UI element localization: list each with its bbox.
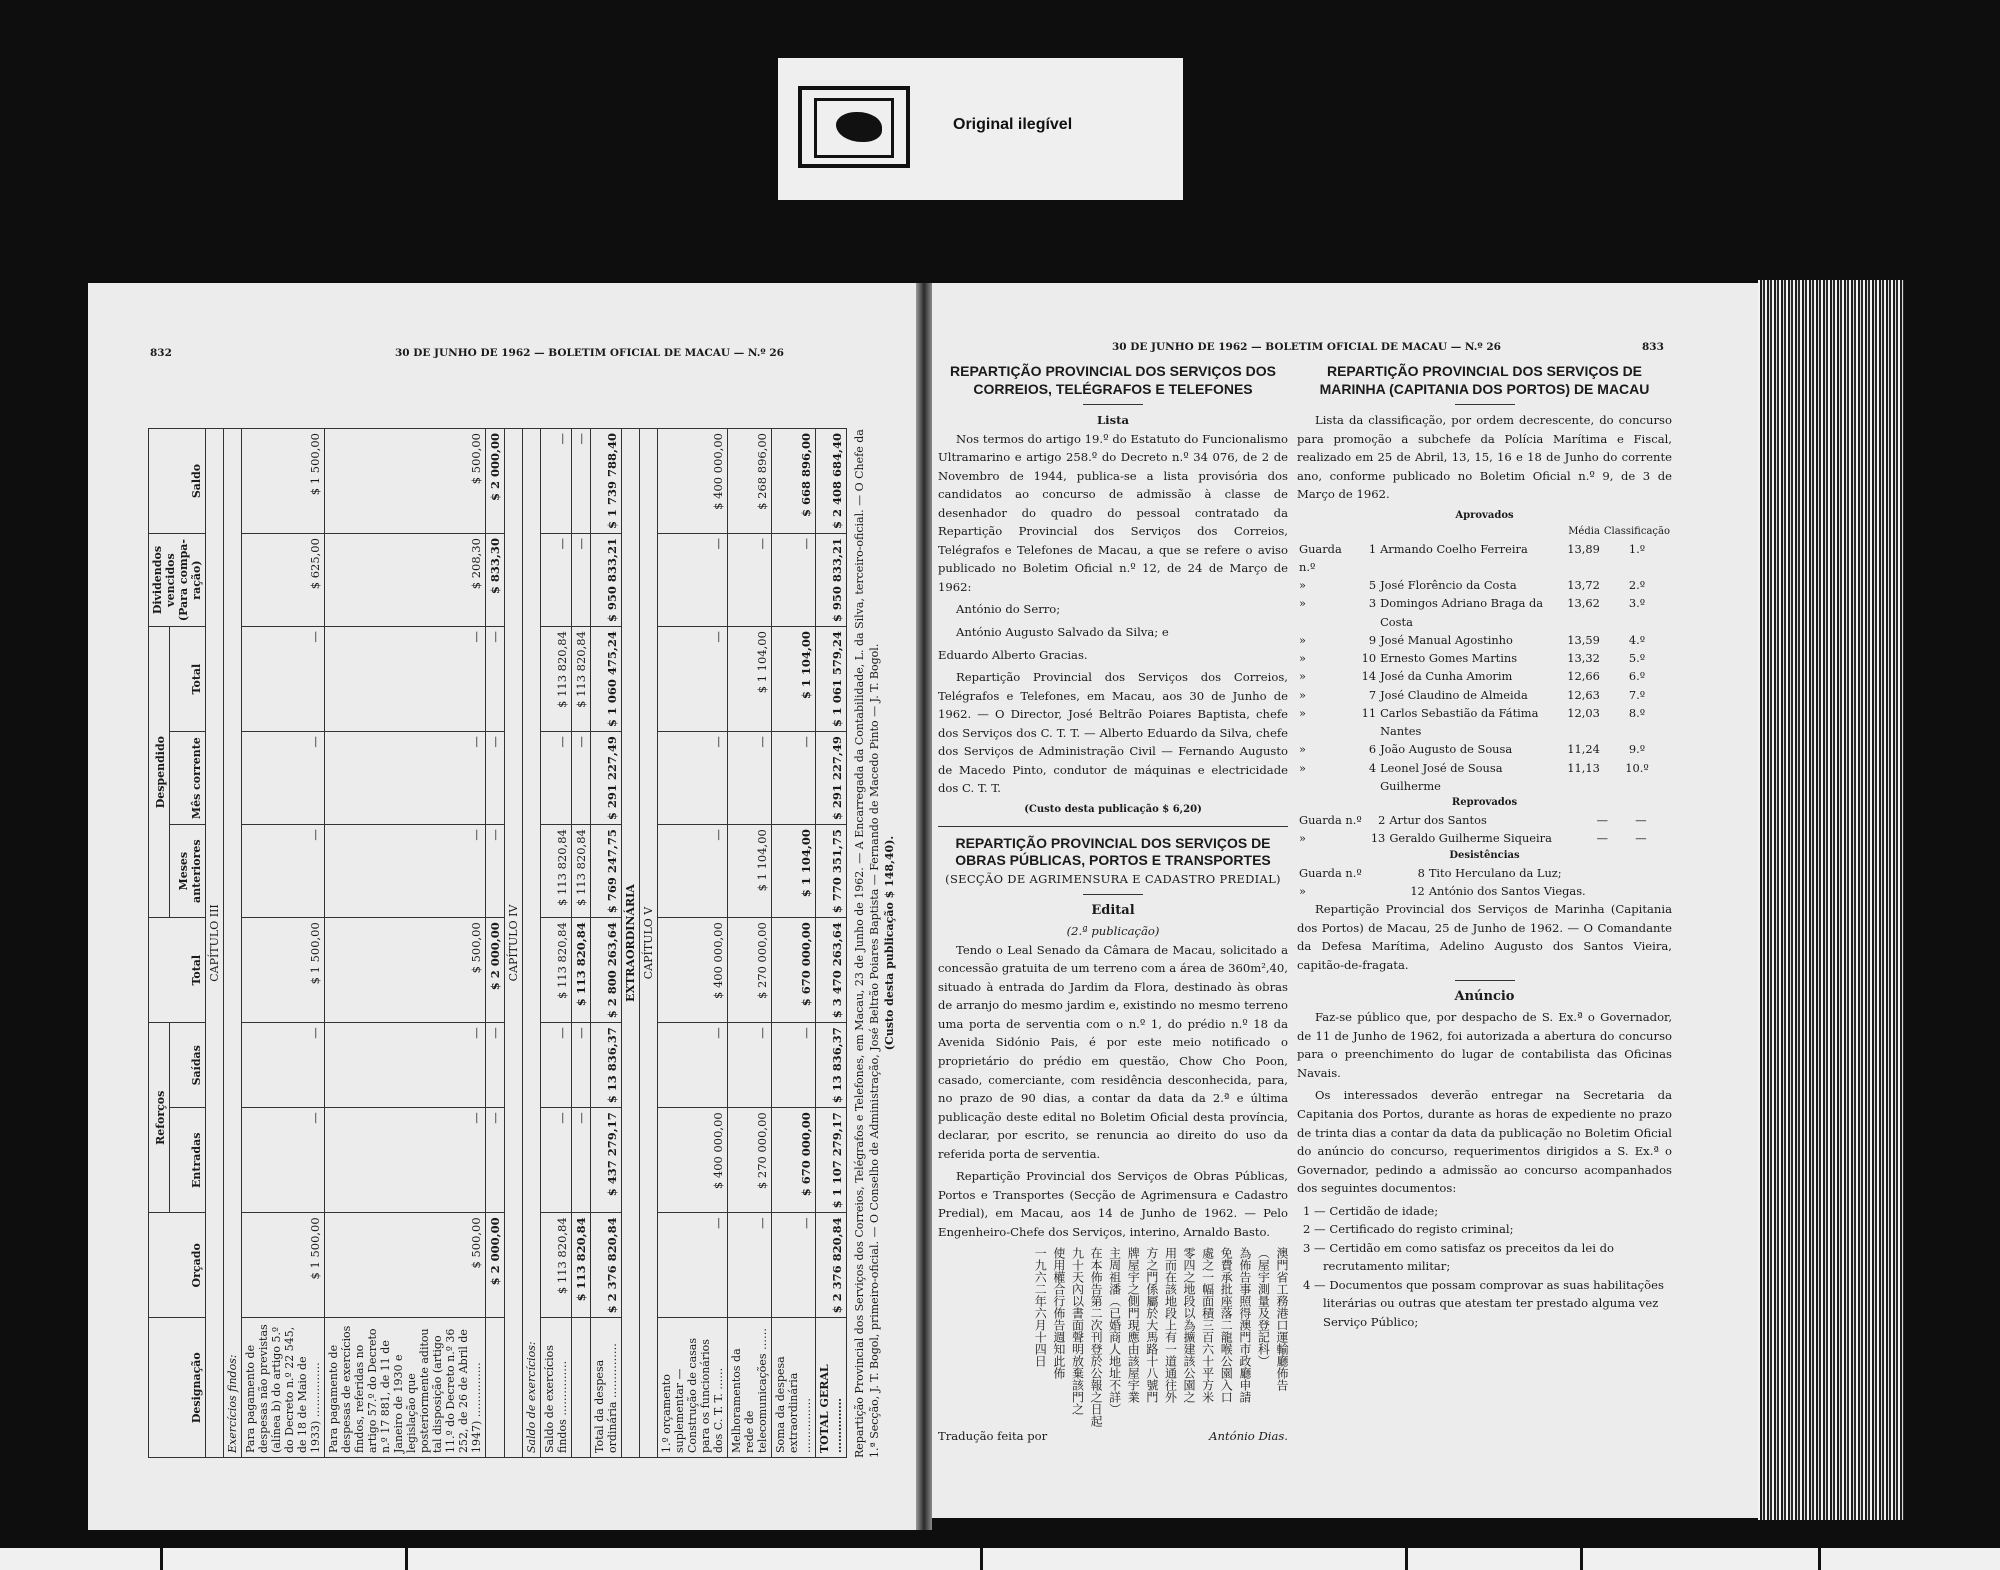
- table-row: [1297, 704, 1672, 741]
- left-running-head: 30 DE JUNHO DE 1962 — BOLETIM OFICIAL DE MACAU — N.º 26: [395, 347, 784, 359]
- chapter-heading: CAPÍTULO IV: [507, 904, 520, 982]
- marinha-signature: Repartição Provincial dos Serviços de Marinha (Capitania dos Portos) de Macau, 25 de Junho de 1962. — O Comandante da Defesa Marítima, Adelino Augusto dos Santos Vieira, capitão-de-fragata.: [1297, 902, 1672, 972]
- budget-table: [148, 428, 847, 1458]
- aprovados-heading: Aprovados: [1455, 509, 1514, 521]
- chinese-line: 一九六二年六月十四日: [1033, 1247, 1048, 1368]
- table-row: [224, 429, 242, 1458]
- table-cell: 12,03: [1567, 705, 1600, 720]
- table-row: [1297, 864, 1672, 882]
- table-cell: $ 769 247,75: [591, 825, 622, 918]
- table-cell: 10.º: [1625, 760, 1649, 775]
- table-row: [325, 429, 486, 1458]
- table-row: [640, 429, 658, 1458]
- table-row: [523, 429, 541, 1458]
- table-row: [1297, 811, 1672, 829]
- table-cell: $ 670 000,00: [772, 1108, 816, 1213]
- strip-mark: [980, 1548, 983, 1570]
- table-cell: —: [772, 1213, 816, 1318]
- table-cell: José Manual Agostinho: [1380, 632, 1513, 647]
- table-cell: 13,62: [1567, 596, 1600, 611]
- ctt-heading: REPARTIÇÃO PROVINCIAL DOS SERVIÇOS DOS CORREIOS, TELÉGRAFOS E TELEFONES: [950, 363, 1276, 397]
- table-cell: Soma da despesa extraordinária ……………: [772, 1318, 816, 1458]
- table-cell: 9: [1368, 632, 1377, 647]
- table-cell: —: [1596, 813, 1608, 828]
- table-cell: —: [325, 627, 486, 732]
- book-page-edges: [1758, 280, 1904, 1520]
- ctt-signature: Repartição Provincial dos Serviços dos Correios, Telégrafos e Telefones, em Macau, aos 30 de Junho de 1962. — O Director, José Beltrão Poiares Baptista, chefe dos Serviços dos C. T. T. — Alberto Eduardo da Silva, chefe dos Serviços de Administração Civil — Fernando Augusto de Macedo Pinto, condutor de máquinas e electricidade dos C. T. T.: [938, 670, 1288, 796]
- table-row: [1297, 686, 1672, 704]
- ctt-paragraph: Nos termos do artigo 19.º do Estatuto do Funcionalismo Ultramarino e artigo 258.º do Decreto n.º 34 076, de 2 de Novembro de 1944, publica-se a lista provisória dos candidatos ao concurso de admissão à classe de desenhador do quadro do pessoal contratado da Repartição Provincial dos Serviços dos Correios, Telégrafos e Telefones de Macau, a que se refere o aviso publicado no Boletim Oficial n.º 12, de 24 de Março de 1962:: [938, 431, 1288, 594]
- table-cell: António dos Santos Viegas.: [1428, 883, 1586, 898]
- table-cell: —: [325, 825, 486, 918]
- anuncio-paragraph-1: Faz-se público que, por despacho de S. Ex.ª o Governador, de 11 de Junho de 1962, foi autorizada a abertura do concurso para o preenchimento do lugar de contabilista das Oficinas Navais.: [1297, 1010, 1672, 1080]
- table-cell: »: [1299, 596, 1306, 611]
- table-cell: Para pagamento de despesas de exercícios findos, referidas no artigo 57.º do Decreto n.º 17 881, de 11 de Janeiro de 1930 e legislação que posteriormente aditou tal disposição (artigo 11.º do Decreto n.º 36 252, de 26 de Abril de 1947) ……………: [325, 1318, 486, 1458]
- table-cell: 1: [1368, 541, 1377, 556]
- table-cell: 11,24: [1567, 742, 1600, 757]
- table-cell: $ 113 820,84: [572, 918, 591, 1023]
- table-cell: —: [486, 1108, 505, 1213]
- col-meses-anteriores: Meses anteriores: [169, 825, 205, 918]
- table-cell: $ 1 104,00: [772, 627, 816, 732]
- col-saldo: Saldo: [149, 429, 206, 534]
- table-cell: 2: [1378, 813, 1386, 828]
- table-cell: Domingos Adriano Braga da Costa: [1380, 596, 1544, 629]
- right-page-left-column: [938, 363, 1288, 1446]
- table-cell: $ 291 227,49: [816, 732, 847, 825]
- col-mes-corrente: Mês corrente: [169, 732, 205, 825]
- table-cell: 3: [1368, 596, 1377, 611]
- table-row: [1297, 829, 1672, 847]
- table-cell: $ 500,00: [325, 1213, 486, 1318]
- table-cell: $ 113 820,84: [572, 825, 591, 918]
- ctt-name-3: Eduardo Alberto Gracias.: [938, 647, 1088, 662]
- right-page: [932, 283, 1758, 1518]
- table-cell: »: [1299, 632, 1306, 647]
- table-cell: $ 833,30: [486, 534, 505, 627]
- table-cell: Saldo de exercícios findos ……………: [541, 1318, 572, 1458]
- table-cell: $ 13 836,37: [816, 1023, 847, 1108]
- rotated-budget-table-block: [148, 398, 896, 1458]
- table-cell: Artur dos Santos: [1389, 813, 1487, 828]
- strip-mark: [1405, 1548, 1408, 1570]
- table-cell: TOTAL GERAL ……………: [816, 1318, 847, 1458]
- table-cell: Carlos Sebastião da Fátima Nantes: [1380, 705, 1539, 739]
- col-saidas: Saídas: [169, 1023, 205, 1108]
- table-cell: 1.º: [1628, 541, 1646, 556]
- table-cell: —: [541, 1108, 572, 1213]
- ctt-title: Lista: [1097, 413, 1129, 427]
- table-cell: —: [658, 732, 728, 825]
- chinese-line: 在本佈告第二次刊登於公報之日起: [1089, 1247, 1104, 1428]
- obras-heading: REPARTIÇÃO PROVINCIAL DOS SERVIÇOS DE OBRAS PÚBLICAS, PORTOS E TRANSPORTES: [955, 834, 1271, 869]
- table-cell: —: [541, 429, 572, 534]
- table-cell: —: [772, 534, 816, 627]
- table-cell: 13,72: [1567, 578, 1600, 593]
- table-cell: José da Cunha Amorim: [1380, 669, 1513, 684]
- table-cell: 5.º: [1628, 651, 1646, 666]
- table-cell: —: [728, 732, 772, 825]
- table-cell: »: [1299, 705, 1306, 720]
- documents-list: [1297, 1202, 1672, 1332]
- illegible-label: Original ilegível: [953, 116, 1073, 133]
- chinese-line: 使用權合行佈告週知此佈: [1051, 1247, 1066, 1380]
- chinese-line: 主周祖潘（已婚商人地址不詳）: [1107, 1247, 1122, 1416]
- chapter-subheading: Saldo de exercícios:: [525, 1341, 538, 1453]
- right-page-number: 833: [1642, 341, 1664, 353]
- table-cell: $ 268 896,00: [728, 429, 772, 534]
- bottom-strip: [0, 1548, 2000, 1570]
- table-cell: —: [242, 825, 325, 918]
- table-cell: »: [1299, 669, 1306, 684]
- col-media: Média: [1568, 525, 1600, 537]
- table-cell: —: [486, 627, 505, 732]
- table-cell: José Florêncio da Costa: [1380, 578, 1517, 593]
- illegible-book-icon: [798, 86, 910, 168]
- table-cell: 6.º: [1628, 669, 1646, 684]
- table-row: [1297, 882, 1672, 900]
- marinha-paragraph: Lista da classificação, por ordem decrescente, do concurso para promoção a subchefe da Polícia Marítima e Fiscal, realizado em 25 de Abril, 13, 15, 16 e 18 de Junho do corrente ano, conforme publicado no Boletim Oficial n.º 9, de 3 de Março de 1962.: [1297, 413, 1672, 502]
- section-heading: EXTRAORDINÁRIA: [624, 884, 637, 1002]
- table-cell: $ 770 351,75: [816, 825, 847, 918]
- table-cell: Armando Coelho Ferreira: [1380, 541, 1528, 556]
- table-cell: 3.º: [1628, 596, 1646, 611]
- table-cell: $ 437 279,17: [591, 1108, 622, 1213]
- table-cell: —: [1635, 813, 1647, 828]
- table-cell: 13,59: [1567, 632, 1600, 647]
- chinese-line: 為佈告事照得澳門市政廳申請: [1237, 1247, 1252, 1404]
- table-cell: »: [1299, 760, 1306, 775]
- left-page-number: 832: [150, 347, 172, 359]
- ctt-name-2: António Augusto Salvado da Silva; e: [956, 625, 1169, 640]
- table-cell: —: [486, 732, 505, 825]
- table-cell: $ 2 000,00: [486, 1213, 505, 1318]
- table-cell: $ 113 820,84: [572, 627, 591, 732]
- chinese-line: 免費承批座落二龍喉公園入口: [1219, 1247, 1234, 1404]
- table-row: [816, 429, 847, 1458]
- desistencias-table: [1297, 864, 1672, 901]
- table-cell: —: [242, 627, 325, 732]
- table-cell: $ 1 500,00: [242, 1213, 325, 1318]
- chapter-subheading: Exercícios findos:: [226, 1354, 239, 1453]
- table-cell: $ 13 836,37: [591, 1023, 622, 1108]
- right-page-right-column: [1297, 363, 1672, 1332]
- table-cell: 11,13: [1567, 760, 1600, 775]
- table-cell: —: [325, 1023, 486, 1108]
- table-row: [1297, 759, 1672, 796]
- table-cell: —: [242, 732, 325, 825]
- table-cell: João Augusto de Sousa: [1380, 742, 1513, 757]
- table-cell: Geraldo Guilherme Siqueira: [1389, 831, 1552, 846]
- classification-table: [1297, 524, 1672, 796]
- chinese-line: 九十天內以書面聲明放棄該門之: [1070, 1247, 1085, 1416]
- table-cell: —: [658, 1023, 728, 1108]
- table-cell: $ 2 000,00: [486, 918, 505, 1023]
- chapter-heading: CAPÍTULO III: [208, 904, 221, 982]
- col-entradas: Entradas: [169, 1108, 205, 1213]
- strip-mark: [160, 1548, 163, 1570]
- table-cell: 10: [1361, 651, 1377, 666]
- table-cell: —: [541, 732, 572, 825]
- table-row: [1297, 631, 1672, 649]
- table-cell: 7.º: [1628, 687, 1646, 702]
- table-cell: 14: [1361, 669, 1377, 684]
- col-classificacao: Classificação: [1603, 525, 1670, 537]
- table-cell: $ 1 104,00: [728, 627, 772, 732]
- col-orcado: Orçado: [149, 1213, 206, 1318]
- strip-mark: [405, 1548, 408, 1570]
- strip-mark: [1818, 1548, 1821, 1570]
- table-cell: $ 270 000,00: [728, 918, 772, 1023]
- chinese-line: （屋宇測量及登記科）: [1256, 1247, 1271, 1368]
- illegible-original-card: [778, 58, 1183, 200]
- table-cell: $ 1 500,00: [242, 429, 325, 534]
- table-cell: $ 2 000,00: [486, 429, 505, 534]
- table-cell: 13: [1370, 831, 1386, 846]
- table-cell: 7: [1368, 687, 1377, 702]
- table-cell: 4: [1368, 760, 1377, 775]
- obras-subheading: (SECÇÃO DE AGRIMENSURA E CADASTRO PREDIAL): [945, 871, 1281, 886]
- anuncio-title: Anúncio: [1454, 989, 1515, 1005]
- table-row: [206, 429, 224, 1458]
- chinese-line: 處之一幅面積三百六十平方米: [1200, 1247, 1215, 1404]
- table-row: [1297, 667, 1672, 685]
- table-cell: 8: [1417, 865, 1425, 880]
- reprovados-table: [1297, 811, 1672, 848]
- table-cell: $ 1 739 788,40: [591, 429, 622, 534]
- table-cell: $ 2 376 820,84: [816, 1213, 847, 1318]
- table-row: [1297, 740, 1672, 758]
- list-item: 4 — Documentos que possam comprovar as suas habilitações literárias ou outras que atestam ter prestado alguma vez Serviço Público;: [1303, 1277, 1664, 1329]
- table-cell: »: [1299, 831, 1306, 846]
- table-cell: —: [242, 1023, 325, 1108]
- chinese-line: 方之門係屬於大馬路十八號門: [1144, 1247, 1159, 1404]
- table-cell: 9.º: [1628, 742, 1646, 757]
- edital-title: Edital: [1091, 903, 1135, 919]
- table-cell: —: [541, 1023, 572, 1108]
- table-cell: Leonel José de Sousa Guilherme: [1380, 760, 1503, 793]
- table-cell: $ 1 500,00: [242, 918, 325, 1023]
- translator-name: António Dias.: [1209, 1429, 1288, 1444]
- table-cell: $ 500,00: [325, 429, 486, 534]
- table-cell: 5: [1368, 578, 1377, 593]
- table-cell: Ernesto Gomes Martins: [1380, 651, 1518, 666]
- col-despendido: Despendido: [149, 627, 170, 918]
- list-item: 2 — Certificado do registo criminal;: [1303, 1222, 1514, 1237]
- table-cell: Para pagamento de despesas não previstas (alínea b) do artigo 5.º do Decreto n.º 22 545, de 18 de Maio de 1933) ……………: [242, 1318, 325, 1458]
- table-cell: »: [1299, 651, 1306, 666]
- table-row: [772, 429, 816, 1458]
- reprovados-heading: Reprovados: [1451, 797, 1518, 809]
- anuncio-paragraph-2: Os interessados deverão entregar na Secretaria da Capitania dos Portos, durante as horas de expediente no prazo de trinta dias a contar da data da publicação no Boletim Oficial do anúncio do concurso, requerimentos dirigidos a S. Ex.ª o Governador, pedindo a admissão ao concurso acompanhados dos seguintes documentos:: [1297, 1088, 1672, 1196]
- table-cell: $ 208,30: [325, 534, 486, 627]
- book-gutter: [916, 283, 932, 1530]
- table-cell: Tito Herculano da Luz;: [1428, 865, 1562, 880]
- table-cell: —: [541, 534, 572, 627]
- table-cell: $ 113 820,84: [541, 1213, 572, 1318]
- table-cell: $ 2 800 263,64: [591, 918, 622, 1023]
- table-cell: $ 113 820,84: [572, 1213, 591, 1318]
- chinese-line: 用而在該地段上有一道通往外: [1163, 1247, 1178, 1404]
- strip-mark: [1580, 1548, 1583, 1570]
- left-page: [88, 283, 916, 1530]
- table-cell: »: [1299, 578, 1306, 593]
- ctt-name-1: António do Serro;: [956, 602, 1061, 617]
- table-cell: —: [728, 534, 772, 627]
- list-item: 3 — Certidão em como satisfaz os preceitos da lei do recrutamento militar;: [1303, 1240, 1614, 1274]
- table-cell: $ 1 104,00: [728, 825, 772, 918]
- col-total2: Total: [169, 627, 205, 732]
- table-cell: Guarda n.º: [1299, 541, 1342, 574]
- table-cell: —: [486, 1023, 505, 1108]
- table-cell: $ 668 896,00: [772, 429, 816, 534]
- table-cell: $ 1 107 279,17: [816, 1108, 847, 1213]
- table-row: [658, 429, 728, 1458]
- table-cell: 13,89: [1567, 541, 1600, 556]
- col-dividendos: Dividendos vencidos (Para compa- ração): [149, 534, 206, 627]
- table-cell: $ 113 820,84: [541, 825, 572, 918]
- table-cell: $ 291 227,49: [591, 732, 622, 825]
- chinese-line: 澳門省工務港口運輸廳佈告: [1275, 1247, 1289, 1392]
- table-cell: 11: [1361, 705, 1377, 720]
- marinha-heading: REPARTIÇÃO PROVINCIAL DOS SERVIÇOS DE MARINHA (CAPITANIA DOS PORTOS) DE MACAU: [1319, 363, 1650, 397]
- ctt-cost: (Custo desta publicação $ 6,20): [1024, 803, 1202, 815]
- table-cell: »: [1299, 742, 1306, 757]
- table-cell: 6: [1368, 742, 1377, 757]
- table-row: [728, 429, 772, 1458]
- table-cell: —: [572, 534, 591, 627]
- desistencias-heading: Desistências: [1449, 849, 1520, 861]
- table-cell: »: [1299, 687, 1306, 702]
- table-cell: 4.º: [1628, 632, 1646, 647]
- table-cell: 2.º: [1628, 578, 1646, 593]
- edital-paragraph: Tendo o Leal Senado da Câmara de Macau, solicitado a concessão gratuita de um terreno com a área de 360m²,40, situado à entrada do Jardim da Flora, destinado às obras de arranjo do mesmo jardim e, existindo no mesmo terreno uma porta de serventia com o n.º 1, do prédio n.º 18 da Avenida Sidónio Pais, é por este meio notificado o proprietário do prédio em questão, Chow Cho Poon, casado, comerciante, com residência desconhecida, para, no prazo de 90 dias, a contar da data da 2.ª e última publicação deste edital no Boletim Oficial desta província, declarar, por escrito, se renuncia ao direito do uso da referida porta de serventia.: [938, 942, 1288, 1161]
- table-cell: $ 670 000,00: [772, 918, 816, 1023]
- table-cell: Total da despesa ordinária ……………: [591, 1318, 622, 1458]
- table-cell: 12: [1410, 883, 1425, 898]
- publication-cost: (Custo desta publicação $ 148,40).: [882, 835, 896, 1051]
- table-cell: $ 1 060 475,24: [591, 627, 622, 732]
- chinese-line: 牌屋宇之側門現應由該屋宇業: [1126, 1247, 1141, 1404]
- table-row: [541, 429, 572, 1458]
- table-cell: $ 400 000,00: [658, 918, 728, 1023]
- table-cell: 12,63: [1567, 687, 1600, 702]
- table-cell: —: [728, 1213, 772, 1318]
- table-cell: Guarda n.º: [1299, 865, 1362, 880]
- table-cell: $ 2 408 684,40: [816, 429, 847, 534]
- table-cell: $ 950 833,21: [816, 534, 847, 627]
- table-cell: $ 400 000,00: [658, 429, 728, 534]
- table-footnote: Repartição Provincial dos Serviços dos Correios, Telégrafos e Telefones, em Macau, 23 de Junho de 1962. — A Encarregada da Contabilidade, L. da Silva, terceiro-oficial. — O Chefe da 1.ª Secção, J. T. Bogol, primeiro-oficial. — O Conselho de Administração, José Beltrão Poiares Baptista — Fernando de Macedo Pinto — J. T. Bogol.: [853, 429, 881, 1458]
- table-cell: 12,66: [1567, 669, 1600, 684]
- table-cell: —: [658, 1213, 728, 1318]
- table-cell: Guarda n.º: [1299, 813, 1362, 828]
- table-cell: —: [772, 1023, 816, 1108]
- table-row: [572, 429, 591, 1458]
- list-item: 1 — Certidão de idade;: [1303, 1203, 1439, 1218]
- col-total: Total: [149, 918, 206, 1023]
- table-cell: —: [658, 825, 728, 918]
- table-cell: José Claudino de Almeida: [1380, 687, 1528, 702]
- table-cell: 8.º: [1628, 705, 1646, 720]
- table-cell: —: [1596, 831, 1608, 846]
- table-cell: —: [242, 1108, 325, 1213]
- right-running-head: 30 DE JUNHO DE 1962 — BOLETIM OFICIAL DE MACAU — N.º 26: [1112, 341, 1501, 353]
- table-row: [486, 429, 505, 1458]
- chinese-line: 零四之地段以為擴建該公園之: [1182, 1247, 1197, 1404]
- table-row: [1297, 649, 1672, 667]
- table-cell: 13,32: [1567, 651, 1600, 666]
- edital-publication: (2.ª publicação): [1066, 924, 1160, 939]
- col-reforcos: Reforços: [149, 1023, 170, 1213]
- table-cell: —: [325, 732, 486, 825]
- table-row: [1297, 576, 1672, 594]
- chapter-heading: CAPÍTULO V: [642, 906, 655, 980]
- table-row: [1297, 594, 1672, 631]
- table-cell: $ 113 820,84: [541, 918, 572, 1023]
- table-cell: —: [572, 732, 591, 825]
- table-cell: $ 2 376 820,84: [591, 1213, 622, 1318]
- table-cell: $ 1 061 579,24: [816, 627, 847, 732]
- table-cell: $ 270 000,00: [728, 1108, 772, 1213]
- table-cell: 1.º orçamento suplementar — Construção de casas para os funcionários dos C. T. T. ……: [658, 1318, 728, 1458]
- table-row: [591, 429, 622, 1458]
- table-cell: —: [572, 1108, 591, 1213]
- table-cell: —: [486, 825, 505, 918]
- table-cell: $ 500,00: [325, 918, 486, 1023]
- table-cell: —: [572, 1023, 591, 1108]
- chinese-notice: [938, 1247, 1288, 1427]
- table-cell: —: [728, 1023, 772, 1108]
- table-row: [505, 429, 523, 1458]
- table-cell: Melhoramentos da rede de telecomunicações ……: [728, 1318, 772, 1458]
- table-row: [622, 429, 640, 1458]
- table-cell: —: [325, 1108, 486, 1213]
- table-cell: $ 625,00: [242, 534, 325, 627]
- table-header-row: [1297, 524, 1672, 540]
- table-cell: —: [1635, 831, 1647, 846]
- table-cell: —: [772, 732, 816, 825]
- table-row: [1297, 540, 1672, 577]
- table-cell: »: [1299, 883, 1306, 898]
- table-cell: $ 3 470 263,64: [816, 918, 847, 1023]
- edital-signature: Repartição Provincial dos Serviços de Obras Públicas, Portos e Transportes (Secção de Agrimensura e Cadastro Predial), em Macau, aos 14 de Junho de 1962. — Pelo Engenheiro-Chefe dos Serviços, interino, Arnaldo Basto.: [938, 1169, 1288, 1239]
- table-row: [242, 429, 325, 1458]
- table-cell: $ 113 820,84: [541, 627, 572, 732]
- translation-label: Tradução feita por: [938, 1429, 1048, 1444]
- col-designacao: Designação: [149, 1318, 206, 1458]
- table-cell: $ 950 833,21: [591, 534, 622, 627]
- table-cell: —: [572, 429, 591, 534]
- table-cell: —: [658, 534, 728, 627]
- table-cell: —: [658, 627, 728, 732]
- table-cell: $ 400 000,00: [658, 1108, 728, 1213]
- table-cell: $ 1 104,00: [772, 825, 816, 918]
